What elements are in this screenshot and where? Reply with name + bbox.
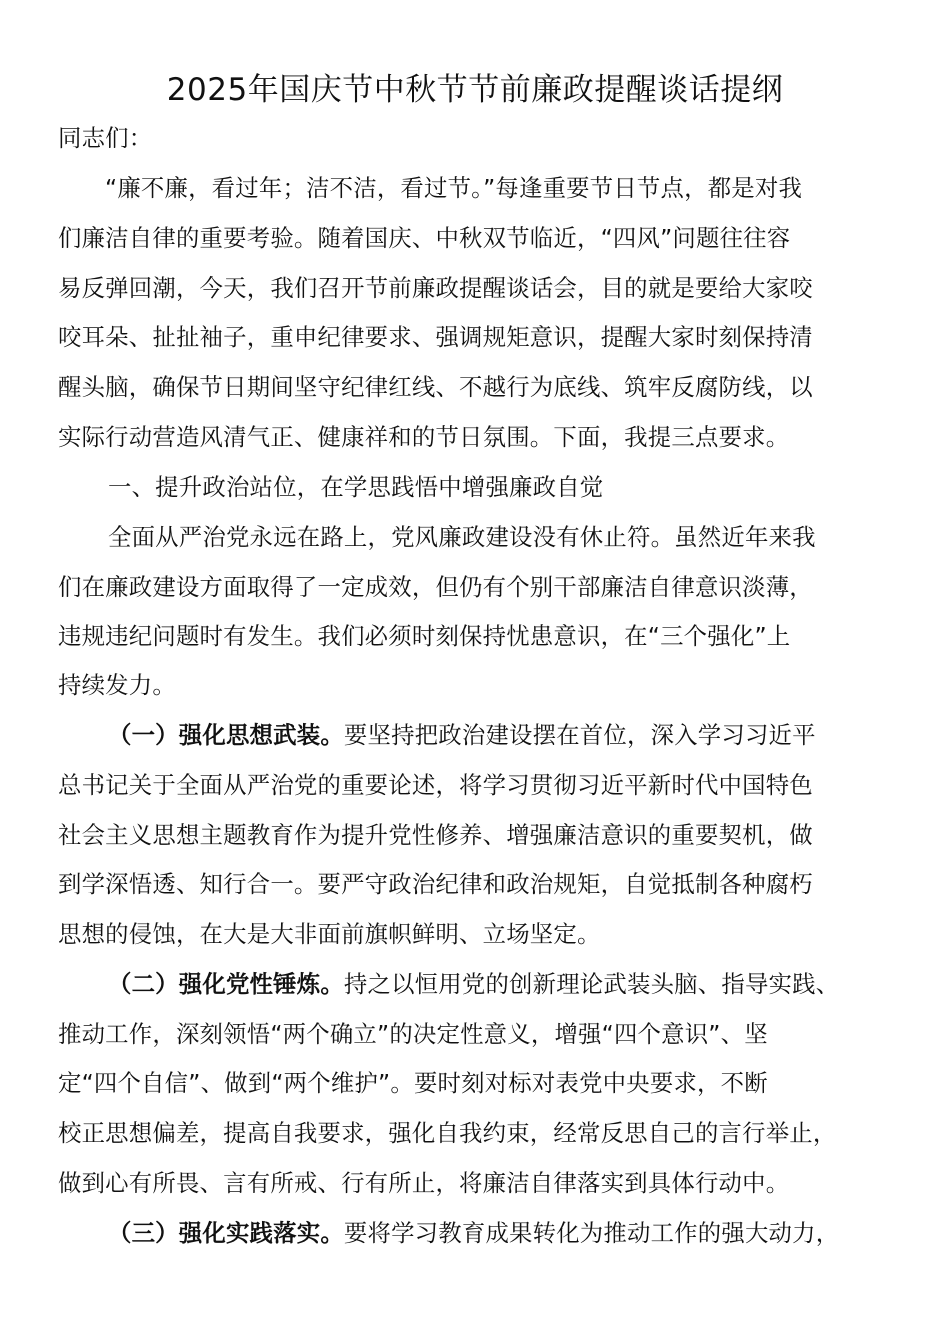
paragraph-line: 实际行动营造风清气正、健康祥和的节日氛围。下面，我提三点要求。: [58, 423, 790, 451]
paragraph-line: 定“四个自信”、做到“两个维护”。要时刻对标对表党中央要求，不断: [58, 1069, 768, 1097]
paragraph-line: 违规违纪问题时有发生。我们必须时刻保持忧患意识，在“三个强化”上: [58, 622, 791, 650]
paragraph-line: 做到心有所畏、言有所戒、行有所止，将廉洁自律落实到具体行动中。: [58, 1169, 790, 1197]
subsection-line: [58, 969, 898, 999]
salutation: 同志们：: [58, 124, 153, 152]
document-title: 2025年国庆节中秋节节前廉政提醒谈话提纲: [166, 72, 784, 108]
paragraph-line: “廉不廉，看过年；洁不洁，看过节。”每逢重要节日节点，都是对我: [105, 174, 803, 202]
paragraph-line: 推动工作，深刻领悟“两个确立”的决定性意义，增强“四个意识”、坚: [58, 1020, 768, 1048]
paragraph-line: 总书记关于全面从严治党的重要论述，将学习贯彻习近平新时代中国特色: [58, 771, 813, 799]
paragraph-line: 思想的侵蚀，在大是大非面前旗帜鲜明、立场坚定。: [58, 920, 601, 948]
subsection-text: 持之以恒用党的创新理论武装头脑、指导实践、: [343, 970, 840, 998]
paragraph-line: 醒头脑，确保节日期间坚守纪律红线、不越行为底线、筑牢反腐防线，以: [58, 373, 813, 401]
paragraph-line: 咬耳朵、扯扯袖子，重申纪律要求、强调规矩意识，提醒大家时刻保持清: [58, 323, 813, 351]
subsection-text: 要坚持把政治建设摆在首位，深入学习习近平: [343, 721, 816, 749]
paragraph-line: 易反弹回潮，今天，我们召开节前廉政提醒谈话会，目的就是要给大家咬: [58, 274, 813, 302]
paragraph-line: 校正思想偏差，提高自我要求，强化自我约束，经常反思自己的言行举止，: [58, 1119, 837, 1147]
subsection-heading: （三）强化实践落实。: [108, 1219, 344, 1247]
paragraph-line: 们在廉政建设方面取得了一定成效，但仍有个别干部廉洁自律意识淡薄，: [58, 573, 813, 601]
section-heading: 一、提升政治站位，在学思践悟中增强廉政自觉: [108, 473, 604, 501]
paragraph-line: 社会主义思想主题教育作为提升党性修养、增强廉洁意识的重要契机，做: [58, 821, 813, 849]
subsection-line: [58, 1218, 898, 1248]
paragraph-line: 们廉洁自律的重要考验。随着国庆、中秋双节临近，“四风”问题往往容: [58, 224, 791, 252]
subsection-heading: （一）强化思想武装。: [108, 721, 344, 749]
paragraph-line: 到学深悟透、知行合一。要严守政治纪律和政治规矩，自觉抵制各种腐朽: [58, 870, 813, 898]
paragraph-line: 持续发力。: [58, 671, 176, 699]
subsection-text: 要将学习教育成果转化为推动工作的强大动力，: [343, 1219, 840, 1247]
subsection-heading: （二）强化党性锤炼。: [108, 970, 344, 998]
paragraph-line: 全面从严治党永远在路上，党风廉政建设没有休止符。虽然近年来我: [108, 523, 816, 551]
subsection-line: [58, 720, 898, 750]
